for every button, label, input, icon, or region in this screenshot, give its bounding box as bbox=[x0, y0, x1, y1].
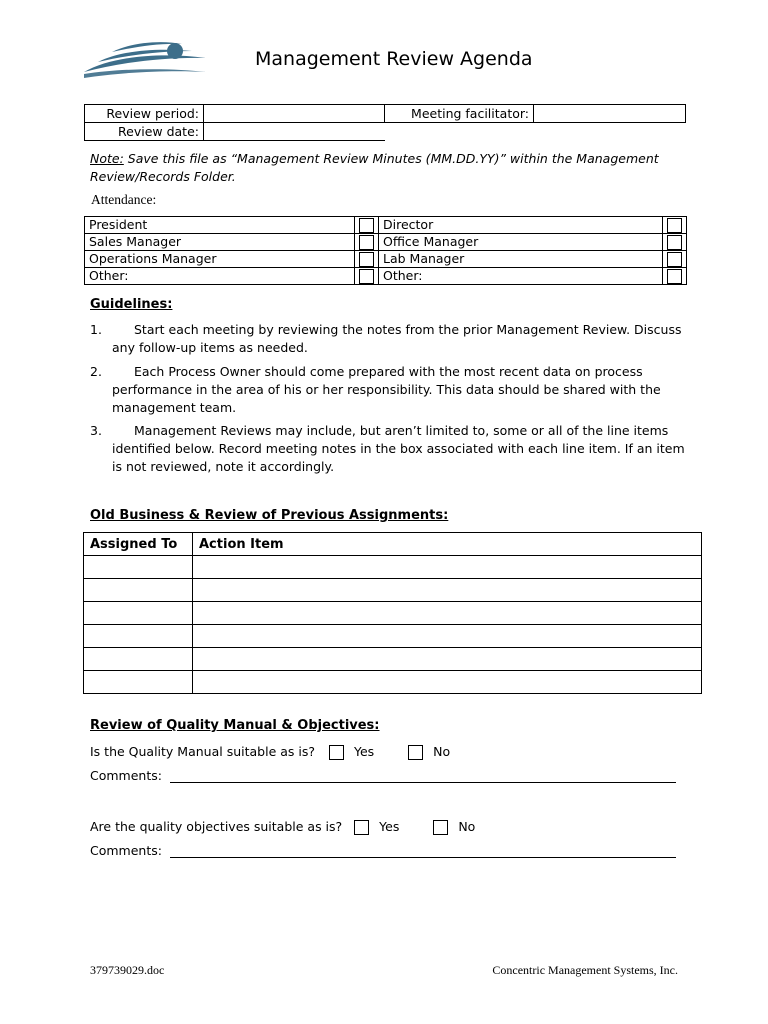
no-label: No bbox=[433, 744, 451, 759]
assigned-to-cell[interactable] bbox=[84, 671, 193, 694]
no-label: No bbox=[458, 819, 476, 834]
review-date-label: Review date: bbox=[85, 123, 204, 141]
comments-label: Comments: bbox=[90, 768, 162, 783]
attendance-checkbox[interactable] bbox=[359, 252, 374, 267]
action-item-cell[interactable] bbox=[193, 556, 702, 579]
attendance-row bbox=[85, 251, 687, 268]
table-row bbox=[84, 556, 702, 579]
attendee-name: Other: bbox=[379, 268, 663, 285]
attendance-checkbox[interactable] bbox=[667, 252, 682, 267]
comments-line[interactable] bbox=[170, 768, 676, 783]
footer-company: Concentric Management Systems, Inc. bbox=[492, 963, 678, 977]
attendance-row bbox=[85, 217, 687, 234]
no-checkbox[interactable] bbox=[408, 745, 423, 760]
guideline-number: 1. bbox=[90, 322, 102, 337]
attendee-name: Lab Manager bbox=[379, 251, 663, 268]
empty-cell bbox=[385, 123, 534, 141]
attendee-name: Operations Manager bbox=[85, 251, 355, 268]
guideline-text: Start each meeting by reviewing the notes from the prior Management Review. Discuss any follow-up items as needed. bbox=[112, 322, 682, 355]
comments-line[interactable] bbox=[170, 843, 676, 858]
page-title: Management Review Agenda bbox=[255, 48, 533, 70]
action-item-cell[interactable] bbox=[193, 625, 702, 648]
attendance-checkbox[interactable] bbox=[359, 235, 374, 250]
table-row bbox=[84, 648, 702, 671]
attendance-label: Attendance: bbox=[91, 192, 157, 207]
assigned-to-cell[interactable] bbox=[84, 648, 193, 671]
attendance-row bbox=[85, 234, 687, 251]
assignments-table bbox=[83, 532, 702, 694]
attendee-name: President bbox=[85, 217, 355, 234]
guideline-text: Management Reviews may include, but aren’t limited to, some or all of the line items identified below. Record meeting notes in the box associated with each line item. If an item is not reviewed, note it accordingly. bbox=[112, 423, 685, 474]
review-period-field[interactable] bbox=[204, 105, 385, 123]
action-item-cell[interactable] bbox=[193, 579, 702, 602]
action-item-cell[interactable] bbox=[193, 671, 702, 694]
quality-objectives-question bbox=[90, 819, 475, 835]
attendance-checkbox[interactable] bbox=[667, 218, 682, 233]
review-date-field[interactable] bbox=[204, 123, 385, 141]
yes-checkbox[interactable] bbox=[354, 820, 369, 835]
guideline-item bbox=[90, 422, 690, 476]
footer-filename: 379739029.doc bbox=[90, 963, 165, 977]
company-logo bbox=[82, 38, 208, 80]
guideline-number: 3. bbox=[90, 423, 102, 438]
yes-checkbox[interactable] bbox=[329, 745, 344, 760]
guideline-number: 2. bbox=[90, 364, 102, 379]
table-row bbox=[84, 602, 702, 625]
table-row bbox=[84, 625, 702, 648]
column-header-assigned-to: Assigned To bbox=[84, 533, 193, 556]
action-item-cell[interactable] bbox=[193, 648, 702, 671]
guideline-item bbox=[90, 363, 690, 417]
attendance-table bbox=[84, 216, 687, 285]
attendee-name: Director bbox=[379, 217, 663, 234]
empty-cell bbox=[534, 123, 686, 141]
quality-objectives-comments bbox=[90, 843, 676, 858]
meeting-facilitator-field[interactable] bbox=[534, 105, 686, 123]
quality-manual-comments bbox=[90, 768, 676, 783]
yes-label: Yes bbox=[379, 819, 400, 834]
comments-label: Comments: bbox=[90, 843, 162, 858]
quality-review-heading: Review of Quality Manual & Objectives: bbox=[90, 718, 380, 733]
assigned-to-cell[interactable] bbox=[84, 579, 193, 602]
no-checkbox[interactable] bbox=[433, 820, 448, 835]
assigned-to-cell[interactable] bbox=[84, 602, 193, 625]
question-text: Are the quality objectives suitable as is? bbox=[90, 819, 343, 834]
attendee-name: Other: bbox=[85, 268, 355, 285]
attendance-checkbox[interactable] bbox=[359, 218, 374, 233]
assigned-to-cell[interactable] bbox=[84, 556, 193, 579]
guidelines-heading: Guidelines: bbox=[90, 297, 173, 312]
attendance-checkbox[interactable] bbox=[667, 235, 682, 250]
column-header-action-item: Action Item bbox=[193, 533, 702, 556]
attendee-name: Sales Manager bbox=[85, 234, 355, 251]
attendee-name: Office Manager bbox=[379, 234, 663, 251]
attendance-checkbox[interactable] bbox=[359, 269, 374, 284]
table-row bbox=[84, 579, 702, 602]
assigned-to-cell[interactable] bbox=[84, 625, 193, 648]
note-text: Save this file as “Management Review Minutes (MM.DD.YY)” within the Management Review/Records Folder. bbox=[90, 151, 659, 184]
save-note bbox=[90, 150, 680, 186]
guideline-text: Each Process Owner should come prepared with the most recent data on process performance in the area of his or her responsibility. This data should be shared with the management team. bbox=[112, 364, 661, 415]
meeting-facilitator-label: Meeting facilitator: bbox=[385, 105, 534, 123]
table-header-row bbox=[84, 533, 702, 556]
table-row bbox=[84, 671, 702, 694]
quality-manual-question bbox=[90, 744, 450, 760]
action-item-cell[interactable] bbox=[193, 602, 702, 625]
attendance-row bbox=[85, 268, 687, 285]
attendance-checkbox[interactable] bbox=[667, 269, 682, 284]
old-business-heading: Old Business & Review of Previous Assignments: bbox=[90, 508, 449, 523]
note-label: Note: bbox=[90, 151, 124, 166]
review-info-table bbox=[84, 104, 686, 141]
guideline-item bbox=[90, 321, 690, 357]
swoosh-globe-logo-icon bbox=[82, 38, 208, 80]
question-text: Is the Quality Manual suitable as is? bbox=[90, 744, 315, 759]
yes-label: Yes bbox=[353, 744, 375, 759]
review-period-label: Review period: bbox=[85, 105, 204, 123]
